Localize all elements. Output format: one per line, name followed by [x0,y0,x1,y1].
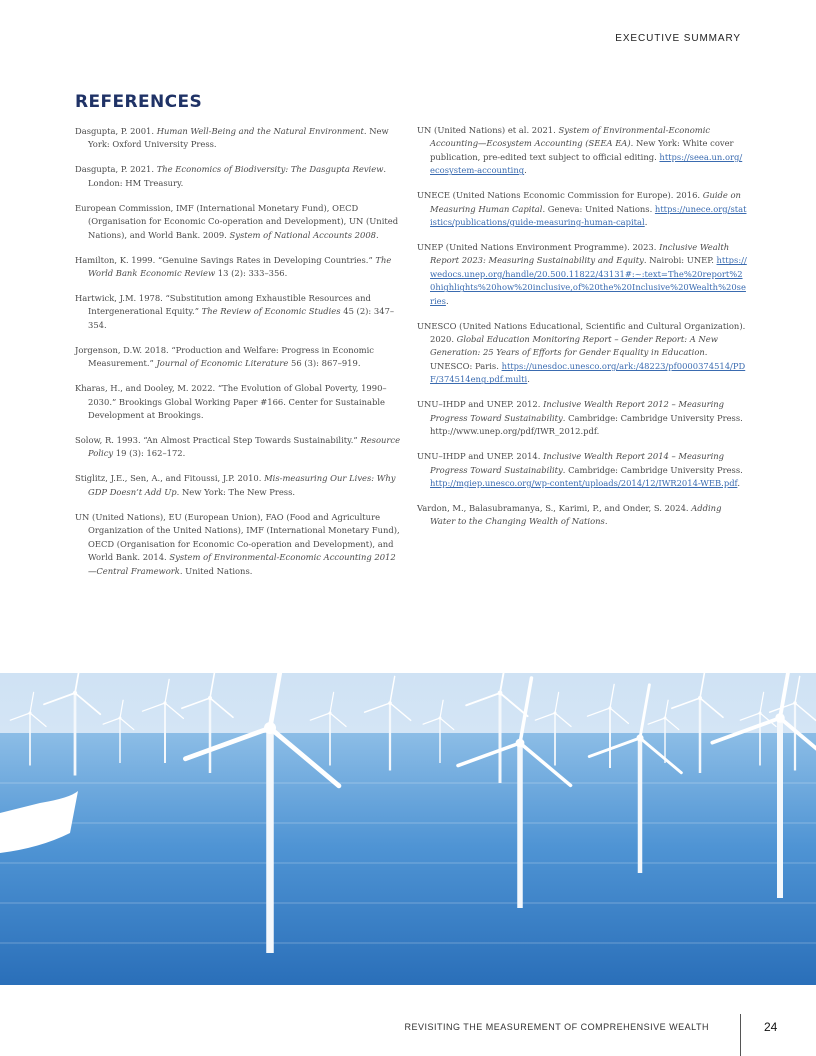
reference-title: Journal of Economic Literature [156,358,289,369]
reference-entry [417,241,747,308]
reference-text: Hartwick, J.M. 1978. “Substitution among Exhaustible Resources and Intergenerational Equity.” [75,293,371,317]
page-title: REFERENCES [75,92,203,112]
reference-title: The World Bank Economic Review [88,254,392,279]
reference-text: UN (United Nations), EU (European Union), FAO (Food and Agriculture Organization of the United Nations), IMF (International Monetary Fund), OECD (Organisation for Economic Co-operation and Development), and World Bank. 2014. [75,511,400,563]
reference-text: 19 (3): 162–172. [113,448,186,459]
reference-text: . UNESCO: Paris. [430,347,708,371]
reference-text: . [524,165,527,176]
reference-text: Stiglitz, J.E., Sen, A., and Fitoussi, J.P. 2010. [75,473,265,484]
reference-title: Adding Water to the Changing Wealth of Nations [430,502,722,527]
reference-title: The Review of Economic Studies [201,306,341,317]
reference-link[interactable]: http://mgiep.unesco.org/wp-content/uploads/2014/12/IWR2014-WEB.pdf [430,477,738,488]
reference-text: Vardon, M., Balasubramanya, S., Karimi, P., and Onder, S. 2024. [417,502,692,513]
reference-title: Human Well-Being and the Natural Environment [156,126,364,136]
reference-entry [417,398,747,438]
reference-text: . New York: Oxford University Press. [88,126,389,150]
reference-link[interactable]: https://unesdoc.unesco.org/ark:/48223/pf0000374514/PDF/374514eng.pdf.multi [430,360,746,385]
reference-title: System of Environmental-Economic Accounting—Ecosystem Accounting (SEEA EA) [430,125,711,149]
reference-text: 56 (3): 867–919. [288,358,361,369]
reference-text: . New York: White cover publication, pre-edited text subject to official editing. [430,138,734,162]
reference-entry [417,320,747,387]
reference-text: Jorgenson, D.W. 2018. “Production and Welfare: Progress in Economic Measurement.” [75,344,374,369]
reference-entry [75,472,403,499]
reference-text: UNEP (United Nations Environment Programme). 2023. [417,242,660,253]
reference-title: System of National Accounts 2008 [229,229,376,240]
reference-text: Dasgupta, P. 2021. [75,164,157,175]
reference-text: . Nairobi: UNEP. [643,255,717,266]
reference-text: UNESCO (United Nations Educational, Scientific and Cultural Organization). 2020. [417,320,746,345]
references-column-left [75,125,403,590]
reference-text: 13 (2): 333–356. [215,268,288,279]
reference-text: . Cambridge: Cambridge University Press. [562,464,743,475]
reference-link[interactable]: https://unece.org/statistics/publications/guide-measuring-human-capital [430,203,747,228]
footer-divider [740,1014,741,1056]
reference-text: Kharas, H., and Dooley, M. 2022. “The Evolution of Global Poverty, 1990–2030.” Brookings Global Working Paper #166. Center for Sustainable Development at Brookings. [75,383,387,421]
page-footer [0,985,816,1056]
page-number: 24 [764,1020,778,1034]
reference-title: Global Education Monitoring Report – Gender Report: A New Generation: 25 Years of Efforts for Gender Equality in Education [430,334,718,358]
reference-entry [75,511,403,578]
reference-entry [75,254,403,281]
reference-entry [417,124,747,178]
reference-text: Hamilton, K. 1999. “Genuine Savings Rates in Developing Countries.” [75,254,376,265]
wind-farm-photo [0,673,816,985]
running-header: EXECUTIVE SUMMARY [615,33,741,44]
reference-text: . [445,295,449,306]
reference-text: UNU–IHDP and UNEP. 2014. [417,451,544,462]
reference-entry [417,189,747,229]
reference-title: Resource Policy [88,435,401,459]
reference-title: The Economics of Biodiversity: The Dasgupta Review [156,164,384,175]
reference-text: . New York: The New Press. [176,486,296,497]
reference-text: UN (United Nations) et al. 2021. [417,125,559,135]
reference-text: UNU–IHDP and UNEP. 2012. [417,399,544,410]
reference-title: Inclusive Wealth Report 2014 – Measuring Progress Toward Sustainability [430,451,725,475]
reference-entry [75,202,403,242]
wind-turbine-illustration [0,673,816,985]
reference-text: . [527,374,530,385]
reference-title: Inclusive Wealth Report 2012 – Measuring Progress Toward Sustainability [430,399,725,423]
reference-entry [75,344,403,371]
reference-entry [417,450,747,490]
reference-entry [75,125,403,152]
reference-text: . Cambridge: Cambridge University Press. http://www.unep.org/pdf/IWR_2012.pdf. [430,412,743,437]
reference-text: . Geneva: United Nations. [542,203,655,214]
reference-text: . [644,217,648,228]
reference-text: . [604,516,608,527]
reference-text: European Commission, IMF (International Monetary Fund), OECD (Organisation for Economic Co-operation and Development), UN (United Nations), and World Bank. 2009. [75,202,399,240]
reference-entry [75,382,403,422]
reference-entry [75,163,403,190]
reference-title: Inclusive Wealth Report 2023: Measuring Sustainability and Equity [430,242,730,266]
reference-link[interactable]: https://wedocs.unep.org/handle/20.500.11822/43131#:~:text=The%20report%20highlights%20how%20inclusive,of%20the%20Inclusive%20Wealth%20series [430,255,747,306]
references-column-right [417,124,747,540]
reference-entry [75,292,403,332]
reference-text: 45 (2): 347–354. [88,306,395,330]
reference-text: Dasgupta, P. 2001. [75,126,157,136]
reference-text: . United Nations. [179,565,253,576]
reference-link[interactable]: https://seea.un.org/ecosystem-accounting [430,151,743,176]
reference-text: . [376,229,379,240]
reference-text: . [737,477,741,488]
reference-text: UNECE (United Nations Economic Commission for Europe). 2016. [417,190,703,201]
reference-entry [417,502,747,529]
reference-title: Mis-measuring Our Lives: Why GDP Doesn’t Add Up [88,473,396,497]
reference-text: Solow, R. 1993. “An Almost Practical Step Towards Sustainability.” [75,435,361,446]
reference-text: . London: HM Treasury. [88,164,387,188]
footer-publication-title: REVISITING THE MEASUREMENT OF COMPREHENSIVE WEALTH [404,1022,709,1032]
reference-title: System of Environmental-Economic Accounting 2012—Central Framework [88,552,396,576]
reference-entry [75,434,403,461]
reference-title: Guide on Measuring Human Capital [430,190,741,214]
